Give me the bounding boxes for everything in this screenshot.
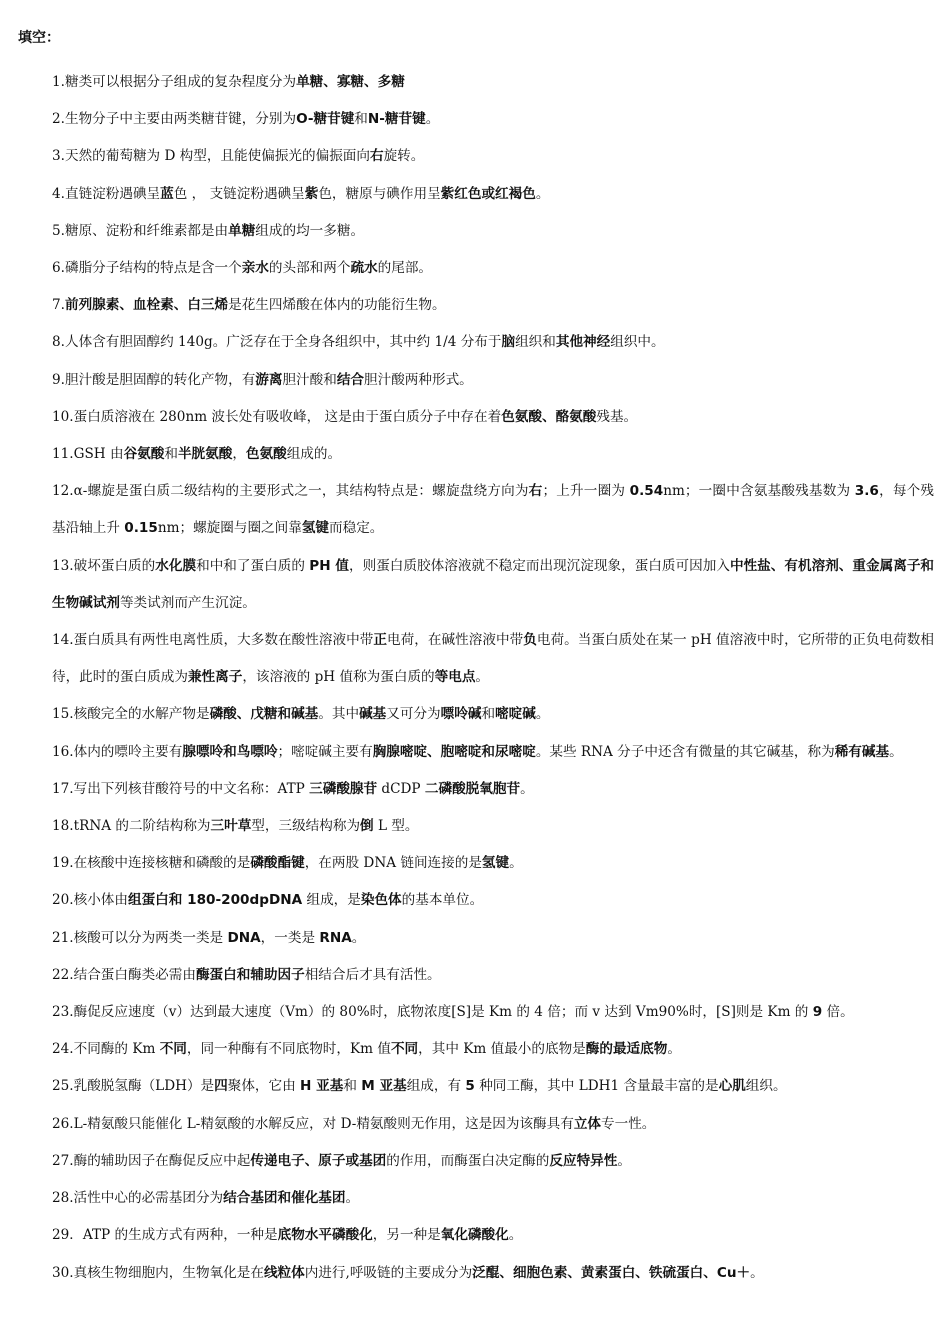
answer-text: 0.54 (629, 483, 664, 500)
question-text: 专一性。 (601, 1115, 656, 1132)
answer-text: 不同 (390, 1041, 419, 1058)
answer-text: 脑 (501, 334, 516, 351)
question-text: 相结合后才具有活性。 (304, 966, 441, 983)
question-text: ，同一种酶有不同底物时，Km 值 (186, 1041, 391, 1058)
answer-text: 三叶草 (210, 818, 252, 835)
question-text: 和 (481, 706, 496, 723)
answer-text: O-糖苷键 (296, 111, 355, 128)
question-text: 2.生物分子中主要由两类糖苷键，分别为 (52, 111, 297, 128)
answer-text: 紫 (304, 185, 319, 202)
answer-text: 传递电子、原子或基团 (250, 1152, 387, 1169)
question-text: 的作用，而酶蛋白决定酶的 (386, 1152, 550, 1169)
question-text: ，在两股 DNA 链间连接的是 (304, 855, 482, 872)
question-item (52, 845, 934, 882)
answer-text: 磷酸、戊糖和碱基 (209, 706, 319, 723)
question-item (52, 473, 934, 547)
answer-text: 9 (812, 1004, 823, 1021)
answer-text: 半胱氨酸 (177, 446, 233, 463)
question-item (52, 1255, 934, 1292)
question-text: 的基本单位。 (401, 892, 484, 909)
question-item (52, 808, 934, 845)
question-text: 9.胆汁酸是胆固醇的转化产物，有 (52, 371, 256, 388)
answer-text: 游离 (255, 371, 283, 388)
question-text: 22.结合蛋白酶类必需由 (52, 966, 196, 983)
question-text: 电荷，在碱性溶液中带 (387, 632, 524, 649)
question-text: 胆汁酸两种形式。 (364, 371, 473, 388)
answer-text: 结合 (336, 371, 365, 388)
question-item (52, 287, 934, 324)
question-text: 。 (535, 185, 550, 202)
question-text: 种同工酶，其中 LDH1 含量最丰富的是 (474, 1078, 719, 1095)
question-text: 14.蛋白质具有两性电离性质，大多数在酸性溶液中带 (52, 632, 374, 649)
question-text: 和 (164, 446, 178, 463)
question-text: 和中和了蛋白质的 (196, 557, 310, 574)
question-text: dCDP (377, 780, 425, 797)
question-item (52, 920, 934, 957)
question-text: 13.破坏蛋白质的 (52, 557, 156, 574)
answer-text: 碱基 (359, 706, 387, 723)
question-item (52, 957, 934, 994)
question-text: 。 (475, 669, 490, 686)
question-item (52, 1143, 934, 1180)
question-item (52, 362, 934, 399)
answer-text: N-糖苷键 (367, 111, 426, 128)
question-text: 又可分为 (386, 706, 441, 723)
question-text: nm；螺旋圈与圈之间靠 (157, 520, 302, 537)
question-text: 旋转。 (383, 148, 425, 165)
question-text: 组织。 (745, 1078, 787, 1095)
question-text: L 型。 (373, 818, 419, 835)
question-text: 28.活性中心的必需基团分为 (52, 1190, 224, 1207)
question-text: ，一类是 (260, 929, 320, 946)
question-text: 19.在核酸中连接核糖和磷酸的是 (52, 855, 251, 872)
answer-text: 单糖 (228, 222, 256, 239)
answer-text: 酶的最适底物 (585, 1041, 668, 1058)
answer-text: 3.6 (854, 483, 879, 500)
question-text: 色 ， 支链淀粉遇碘呈 (173, 185, 305, 202)
question-item (52, 622, 934, 696)
question-item (52, 994, 934, 1031)
question-text: 8.人体含有胆固醇约 140g。广泛存在于全身各组织中，其中约 1/4 分布于 (52, 334, 502, 351)
question-text: 1.糖类可以根据分子组成的复杂程度分为 (52, 74, 297, 90)
answer-text: 线粒体 (263, 1264, 305, 1281)
question-item (52, 213, 934, 250)
question-text: 胆汁酸和 (282, 371, 337, 388)
answer-text: 氢键 (301, 520, 330, 537)
question-text: 色，糖原与碘作用呈 (318, 185, 441, 202)
question-text: 的尾部。 (377, 260, 433, 277)
answer-text: 色氨酸 (245, 446, 287, 463)
question-item (52, 1068, 934, 1105)
answer-text: 右 (528, 483, 543, 500)
question-item (52, 176, 934, 213)
question-text: 组织和 (515, 334, 556, 351)
question-text: nm；一圈中含氨基酸残基数为 (663, 483, 855, 500)
question-text: ；上升一圈为 (542, 483, 630, 500)
question-text: 组成的均一多糖。 (255, 222, 365, 239)
answer-text: H 亚基 (300, 1078, 344, 1095)
question-text: ， (232, 446, 246, 463)
question-item (52, 1217, 934, 1254)
question-text: 内进行,呼吸链的主要成分为 (304, 1264, 473, 1281)
question-text: ，则蛋白质胶体溶液就不稳定而出现沉淀现象，蛋白质可因加入 (348, 557, 730, 574)
question-text: 。 (509, 855, 523, 872)
question-text: 而稳定。 (329, 520, 384, 537)
answer-text: DNA (227, 929, 261, 946)
answer-text: 反应特异性 (549, 1152, 618, 1169)
answer-text: 疏水 (350, 260, 378, 277)
section-heading: 填空： (18, 30, 60, 46)
question-text: 。某些 RNA 分子中还含有微量的其它碱基，称为 (535, 743, 835, 760)
question-item (52, 324, 934, 361)
answer-text: 结合基团和催化基团 (223, 1190, 346, 1207)
answer-text: 三磷酸腺苷 (309, 780, 378, 797)
question-text: 倍。 (822, 1004, 854, 1021)
question-text: 。 (520, 780, 534, 797)
question-text: 18.tRNA 的二阶结构称为 (52, 818, 211, 835)
answer-text: 0.15 (124, 520, 158, 537)
question-text: 29．ATP 的生成方式有两种，一种是 (52, 1227, 278, 1244)
answer-text: 倒 (360, 818, 374, 835)
question-text: 和 (343, 1078, 362, 1095)
question-text: 等类试剂而产生沉淀。 (119, 594, 256, 611)
answer-text: 蓝 (160, 185, 174, 202)
question-text: 。 (351, 929, 366, 946)
question-item (52, 1031, 934, 1068)
question-item (52, 771, 934, 808)
question-text: 的头部和两个 (268, 260, 351, 277)
question-text: 。 (617, 1152, 631, 1169)
question-text: 23.酶促反应速度（v）达到最大速度（Vm）的 80%时，底物浓度[S]是 Km 的 4 倍；而 v 达到 Vm90%时，[S]则是 Km 的 (52, 1004, 813, 1021)
answer-text: 亲水 (241, 260, 269, 277)
question-text: 27.酶的辅助因子在酶促反应中起 (52, 1152, 251, 1169)
question-text: 组成，是 (302, 892, 361, 909)
question-text: 3.天然的葡萄糖为 D 构型，且能使偏振光的偏振面向 (52, 148, 370, 165)
answer-text: RNA (319, 929, 352, 946)
question-text: 15.核酸完全的水解产物是 (52, 706, 210, 723)
question-text: 组成，有 (406, 1078, 466, 1095)
answer-text: 其他神经 (555, 334, 611, 351)
answer-text: 单糖、寡糖、多糖 (296, 74, 405, 90)
question-text: 组织中。 (610, 334, 665, 351)
answer-text: 中性盐、有机溶剂、重金属离子和生物碱试剂 (52, 557, 935, 611)
question-text: 。 (750, 1264, 764, 1281)
answer-text: 二磷酸脱氧胞苷 (424, 780, 521, 797)
question-item (52, 548, 934, 622)
answer-text: M 亚基 (361, 1078, 407, 1095)
question-text: 26.L-精氨酸只能催化 L-精氨酸的水解反应，对 D-精氨酸则无作用，这是因为该酶具有 (52, 1115, 574, 1132)
question-text: 残基。 (596, 408, 638, 425)
answer-text: 嘌呤碱 (440, 706, 482, 723)
question-text: 型，三级结构称为 (251, 818, 361, 835)
answer-text: 氢键 (481, 855, 510, 872)
answer-text: PH 值 (309, 557, 349, 574)
question-list (52, 64, 934, 1292)
answer-text: 紫红色或红褐色 (440, 185, 536, 202)
answer-text: 等电点 (434, 669, 476, 686)
question-text: 5.糖原、淀粉和纤维素都是由 (52, 222, 229, 239)
question-text: 12.α-螺旋是蛋白质二级结构的主要形式之一，其结构特点是：螺旋盘绕方向为 (52, 483, 529, 500)
answer-text: 底物水平磷酸化 (277, 1227, 373, 1244)
answer-text: 胸腺嘧啶、胞嘧啶和尿嘧啶 (372, 743, 536, 760)
question-text: 11.GSH 由 (52, 446, 124, 463)
question-text: 。 (889, 743, 903, 760)
question-text: 。 (535, 706, 550, 723)
question-text: 。 (425, 111, 440, 128)
answer-text: 不同 (159, 1041, 187, 1058)
question-item (52, 882, 934, 919)
question-text: 24.不同酶的 Km (52, 1041, 160, 1058)
question-text: ，另一种是 (372, 1227, 441, 1244)
question-text: 21.核酸可以分为两类一类是 (52, 929, 228, 946)
answer-text: 兼性离子 (187, 669, 243, 686)
question-item (52, 1106, 934, 1143)
question-text: 电荷。当蛋白质处在某一 pH 值溶液中时，它所带的正负电荷数相待，此时的蛋白质成为 (52, 632, 935, 686)
question-item (52, 138, 934, 175)
question-text: 10.蛋白质溶液在 280nm 波长处有吸收峰， 这是由于蛋白质分子中存在着 (52, 408, 502, 425)
question-text: 6.磷脂分子结构的特点是含一个 (52, 260, 242, 277)
question-text: 。其中 (318, 706, 360, 723)
question-item (52, 101, 934, 138)
answer-text: 右 (369, 148, 384, 165)
answer-text: 酶蛋白和辅助因子 (195, 966, 305, 983)
question-text: 17.写出下列核苷酸符号的中文名称：ATP (52, 780, 310, 797)
question-text: ，该溶液的 pH 值称为蛋白质的 (242, 669, 435, 686)
question-item (52, 734, 934, 771)
answer-text: 组蛋白和 180-200dpDNA (128, 892, 303, 909)
question-item (52, 64, 934, 101)
answer-text: 谷氨酸 (123, 446, 165, 463)
answer-text: 稀有碱基 (834, 743, 890, 760)
question-text: ；嘧啶碱主要有 (277, 743, 373, 760)
question-text: 是花生四烯酸在体内的功能衍生物。 (228, 297, 446, 314)
answer-text: 泛醌、细胞色素、黄素蛋白、铁硫蛋白、Cu＋ (472, 1264, 751, 1281)
answer-text: 5 (465, 1078, 475, 1095)
question-item (52, 696, 934, 733)
question-text: 。 (508, 1227, 523, 1244)
question-text: 20.核小体由 (52, 892, 128, 909)
question-text: 30.真核生物细胞内，生物氧化是在 (52, 1264, 264, 1281)
answer-text: 腺嘌呤和鸟嘌呤 (182, 743, 278, 760)
answer-text: 嘧啶碱 (495, 706, 536, 723)
question-text: 16.体内的嘌呤主要有 (52, 743, 183, 760)
answer-text: 色氨酸、酪氨酸 (501, 408, 597, 425)
question-text: 。 (667, 1041, 681, 1058)
question-text: 组成的。 (286, 446, 342, 463)
question-text: 25.乳酸脱氢酶（LDH）是 (52, 1078, 215, 1095)
answer-text: 水化膜 (155, 557, 197, 574)
question-text: 4.直链淀粉遇碘呈 (52, 185, 161, 202)
answer-text: 氧化磷酸化 (440, 1227, 509, 1244)
answer-text: 心肌 (718, 1078, 746, 1095)
answer-text: 负 (523, 632, 537, 649)
question-text: 。 (345, 1190, 360, 1207)
answer-text: 立体 (573, 1115, 602, 1132)
answer-text: 正 (373, 632, 388, 649)
question-item (52, 436, 934, 473)
answer-text: 磷酸酯键 (250, 855, 305, 872)
question-text: 聚体，它由 (227, 1078, 301, 1095)
answer-text: 前列腺素、血栓素、白三烯 (64, 297, 229, 314)
question-item (52, 399, 934, 436)
question-text: 7. (52, 297, 65, 314)
question-text: ，每个残基沿轴上升 (52, 483, 935, 537)
question-item (52, 250, 934, 287)
question-item (52, 1180, 934, 1217)
answer-text: 四 (214, 1078, 228, 1095)
question-text: ，其中 Km 值最小的底物是 (418, 1041, 586, 1058)
answer-text: 染色体 (360, 892, 402, 909)
question-text: 和 (354, 111, 368, 128)
